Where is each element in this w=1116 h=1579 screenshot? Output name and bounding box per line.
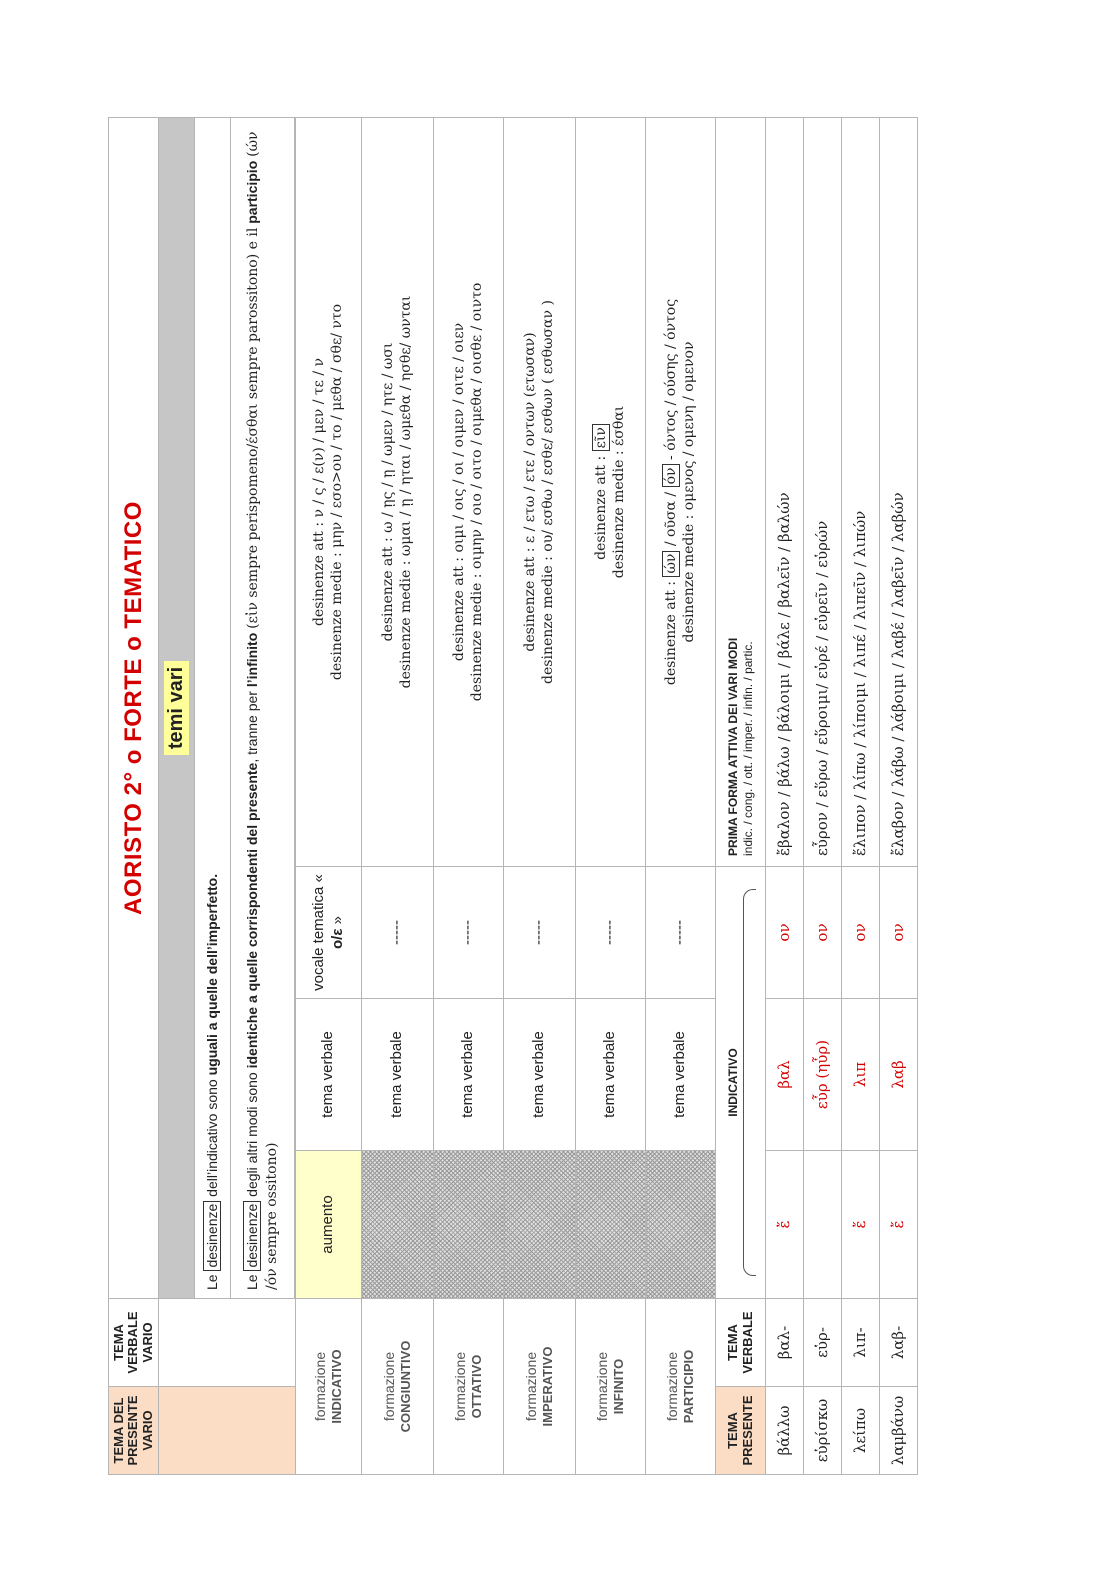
tema-verbale-cell: tema verbale (434, 999, 504, 1151)
verb-augment: ἔ (880, 1151, 918, 1299)
desinenze-congiuntivo: desinenze att : ω / ῃς / ῃ / ωμεν / ητε / ωσι desinenze medie : ωμαι / ῃ / ηται / ωμεθα / ησθε/ ωνται (362, 118, 434, 867)
rotated-page (108, 118, 973, 1475)
note2-pre: Le (244, 1274, 260, 1290)
verb-stem: βαλ (766, 999, 804, 1151)
note-other-moods (231, 118, 295, 1299)
verb-stem: λαβ (880, 999, 918, 1151)
header-tema-verbale-vario: TEMA VERBALE VARIO (109, 1299, 159, 1387)
verb-row (842, 118, 880, 1475)
note2-end: (ών /όν sempre ossitono) (245, 131, 280, 1290)
hatched-cell (646, 1151, 716, 1299)
verb-augment: ἔ (842, 1151, 880, 1299)
verb-presente: λείπω (842, 1387, 880, 1475)
note1-pre: Le (203, 1274, 220, 1290)
header-tema-verbale: TEMA VERBALE (716, 1299, 766, 1387)
vocale-tematica-cell: vocale tematica « o/ε » (296, 867, 362, 999)
desinenze-ottativo: desinenze att : οιμι / οις / οι / οιμεν / οιτε / οιεν desinenze medie : οιμην / οιο / οιτο / οιμεθα / οισθε / οιντο (434, 118, 504, 867)
dash-cell: ----- (434, 867, 504, 999)
row-indicativo (296, 118, 362, 1475)
tema-verbale-cell: tema verbale (576, 999, 646, 1151)
verb-tema: λιπ- (842, 1299, 880, 1387)
verb-augment (804, 1151, 842, 1299)
row-congiuntivo (362, 118, 434, 1475)
note2-mid: degli altri modi sono (244, 1072, 260, 1197)
label-ottativo: formazione OTTATIVO (434, 1299, 504, 1475)
aorist-table (108, 117, 918, 1475)
verb-presente: εὑρίσκω (804, 1387, 842, 1475)
desinenze-imperativo: desinenze att : ε / ετω / ετε / οντων (ετωσαν) desinenze medie : ου/ εσθω / εσθε/ εσθων ( εσθωσαν ) (504, 118, 576, 867)
dash-cell: ----- (362, 867, 434, 999)
verb-ending: ον (880, 867, 918, 999)
verb-presente: λαμβάνω (880, 1387, 918, 1475)
verb-tema: λαβ- (880, 1299, 918, 1387)
note2-inf-note: (εἰν sempre perispomeno/έσθαι sempre parossitono) e il (245, 227, 261, 629)
header-tema-presente: TEMA PRESENTE (716, 1387, 766, 1475)
verb-forms: ἔλαβον / λάβω / λάβοιμι / λαβέ / λαβεῖν / λαβών (880, 118, 918, 867)
note1-boxed: desinenze (203, 1201, 221, 1271)
verb-augment: ἔ (766, 1151, 804, 1299)
note2-boxed: desinenze (243, 1201, 261, 1271)
verb-ending: ον (766, 867, 804, 999)
verb-forms: εὗρον / εὕρω / εὕροιμι/ εὑρέ / εὑρεῖν / εὑρών (804, 118, 842, 867)
label-participio: formazione PARTICIPIO (646, 1299, 716, 1475)
tema-verbale-cell: tema verbale (646, 999, 716, 1151)
hatched-cell (362, 1151, 434, 1299)
verb-tema: βαλ- (766, 1299, 804, 1387)
tema-verbale-cell: tema verbale (504, 999, 576, 1151)
note2-part: participio (244, 160, 260, 224)
tema-verbale-cell: tema verbale (362, 999, 434, 1151)
header-tema-presente-vario: TEMA DEL PRESENTE VARIO (109, 1387, 159, 1475)
row-lower-header (716, 118, 766, 1475)
verb-ending: ον (842, 867, 880, 999)
verb-tema: εὑρ- (804, 1299, 842, 1387)
temi-vari-bar (159, 118, 195, 1299)
hatched-cell (576, 1151, 646, 1299)
verb-ending: ον (804, 867, 842, 999)
row-participio (646, 118, 716, 1475)
page-title: AORISTO 2° o FORTE o TEMATICO (109, 118, 159, 1299)
header-indicativo: INDICATIVO (716, 867, 766, 1299)
dash-cell: ----- (504, 867, 576, 999)
hatched-cell (504, 1151, 576, 1299)
label-congiuntivo: formazione CONGIUNTIVO (362, 1299, 434, 1475)
verb-stem: λιπ (842, 999, 880, 1151)
note2-bold: identiche a quelle corrispondenti del presente (244, 762, 260, 1069)
temi-vari-label: temi vari (164, 661, 189, 755)
header-peach-block (159, 1387, 296, 1475)
header-blank-block (159, 1299, 296, 1387)
note2-tail: , tranne per (244, 691, 260, 763)
note2-inf: l’infinito (244, 632, 260, 688)
desinenze-infinito: desinenze att : εῖν desinenze medie : έσθαι (576, 118, 646, 867)
verb-row (766, 118, 804, 1475)
desinenze-indicativo: desinenze att : ν / ς / ε(ν) / μεν / τε / ν desinenze medie : μην / εσο>ου / το / μεθα / σθε/ ντο (296, 118, 362, 867)
row-infinito (576, 118, 646, 1475)
verb-stem: εὗρ (ηὗρ) (804, 999, 842, 1151)
verb-forms: ἔλιπον / λίπω / λίποιμι / λιπέ / λιπεῖν / λιπών (842, 118, 880, 867)
brace-icon (743, 889, 756, 1276)
note-indicative (195, 118, 231, 1299)
label-indicativo: formazione INDICATIVO (296, 1299, 362, 1475)
dash-cell: ----- (576, 867, 646, 999)
tema-verbale-cell: tema verbale (296, 999, 362, 1151)
header-prima-forma: PRIMA FORMA ATTIVA DEI VARI MODI indic. / cong. / ott. / imper. / infin. / partic. (716, 118, 766, 867)
label-imperativo: formazione IMPERATIVO (504, 1299, 576, 1475)
label-infinito: formazione INFINITO (576, 1299, 646, 1475)
row-ottativo (434, 118, 504, 1475)
note1-mid: dell’indicativo sono (203, 1079, 220, 1197)
desinenze-participio: desinenze att : ών / οῦσα / όν - όντος / ούσης / όντος desinenze medie : ομενος / ομενη / ομενον (646, 118, 716, 867)
aumento-cell: aumento (296, 1151, 362, 1299)
verb-row (880, 118, 918, 1475)
dash-cell: ----- (646, 867, 716, 999)
note1-bold: uguali a quelle dell’imperfetto. (203, 873, 220, 1076)
verb-forms: ἔβαλον / βάλω / βάλοιμι / βάλε / βαλεῖν / βαλών (766, 118, 804, 867)
row-imperativo (504, 118, 576, 1475)
verb-row (804, 118, 842, 1475)
hatched-cell (434, 1151, 504, 1299)
verb-presente: βάλλω (766, 1387, 804, 1475)
